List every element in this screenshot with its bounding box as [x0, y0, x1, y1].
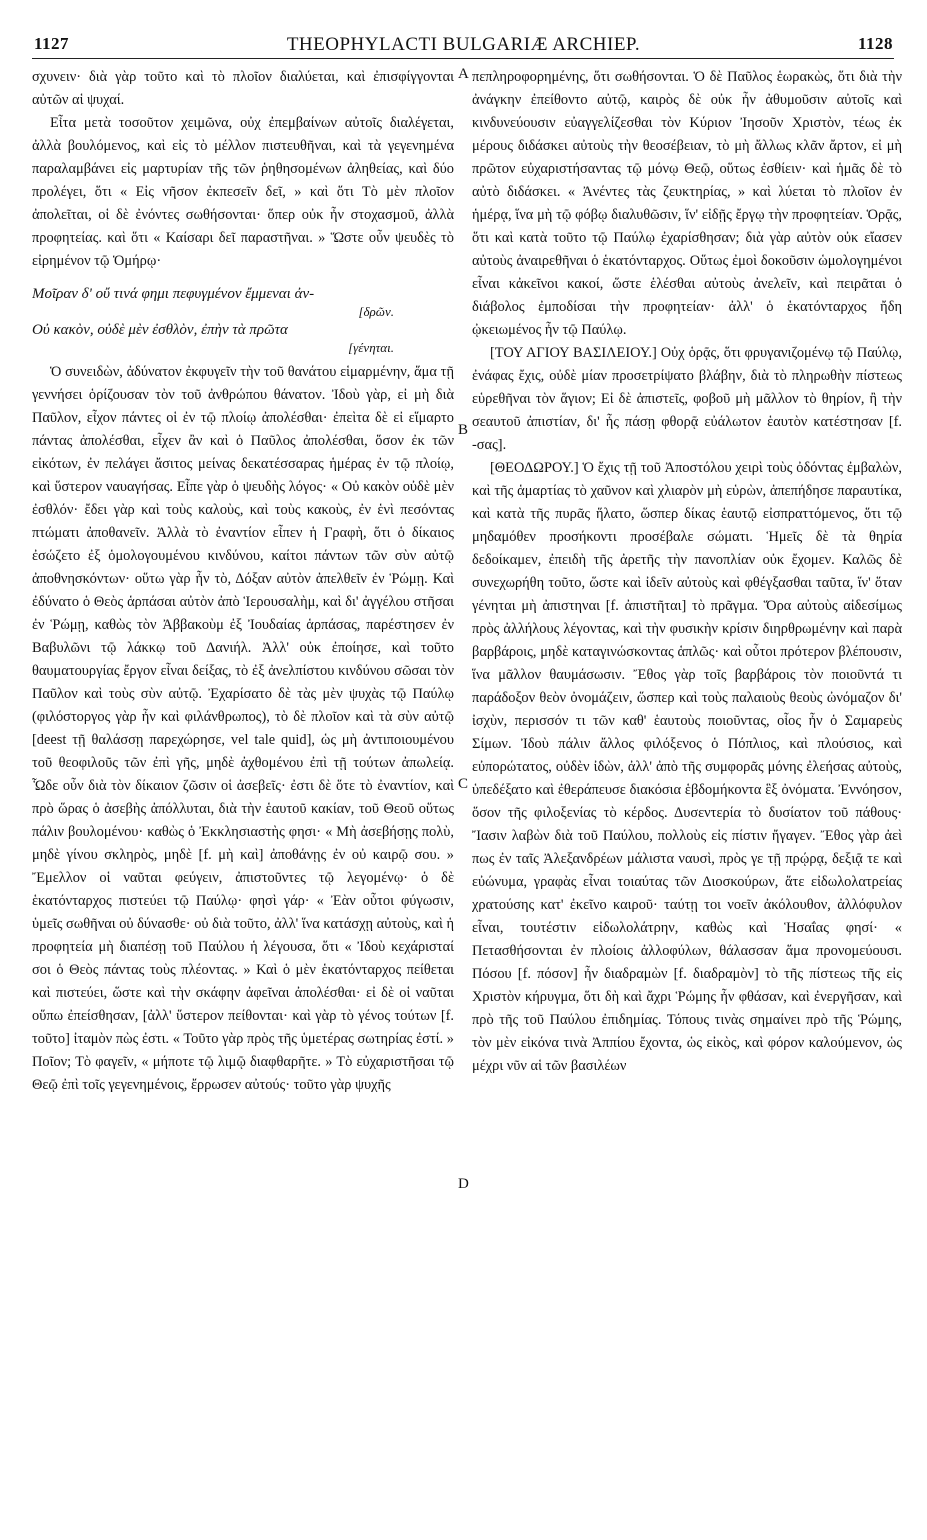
right-column [472, 66, 902, 1516]
margin-mark-a: A [458, 66, 469, 82]
margin-mark-c: C [458, 776, 469, 792]
right-paragraph-1: πεπληροφορημένης, ὅτι σωθήσονται. Ὁ δὲ Παῦλος ἑωρακὼς, ὅτι διὰ τὴν ἀνάγκην ἐπείθοντο αὐτῷ, καιρὸς δὲ οὐκ ἦν ἀθυμοῦσιν αὐτοῖς καὶ κινδυνεύουσιν εὐαγγελίζεσθαι τὸν Κύριον Ἰησοῦν Χριστὸν, τέως ἐκ μέρους διδάσκει αὐτοὺς τὴν θεοσέβειαν, τὸ μὴ ἄλλως κλᾶν ἄρτον, εἰ μὴ πρῶτον εὐχαριστήσαντας τῷ μόνῳ Θεῷ, οὕτως ἐσθίειν· καὶ ἡμᾶς δὲ τὸ αὐτὸ διδάσκει. « Ἀνέντες τὰς ζευκτηρίας, » καὶ λύεται τὸ πλοῖον ἐν ἡμέρᾳ, ἵνα μὴ τῷ φόβῳ διαλυθῶσιν, ἵν' εἰδῇς ἔργῳ τὴν προφητείαν. Ὁρᾷς, ὅτι καὶ κατὰ τοῦτο τῷ Παύλῳ ἐχαρίσθησαν; διὰ γὰρ αὐτὸν οὐκ εἴασεν αὐτοὺς ἀναιρεθῆναι ὁ ἑκατόνταρχος. Οὕτως ἐμοὶ δοκοῦσιν ὡμολογημένοι εἶναι κἀκεῖνοι κακοί, ὥστε ἑλέσθαι αὐτοὺς ἀνελεῖν, καὶ πειρᾶται ὁ διάβολος ἐμποδίσαι τὴν προφητείαν· ἀλλ' ὁ ἑκατόνταρχος ἤδη ᾠκειωμένος ἦν τῷ Παύλῳ. [472, 69, 902, 338]
right-paragraph-2 [472, 342, 902, 457]
section-heading-basil: [ΤΟΥ ΑΓΙΟΥ ΒΑΣΙΛΕΙΟΥ.] [490, 345, 657, 361]
verse-note-1: [δρῶν. [358, 304, 394, 319]
right-paragraph-3 [472, 457, 902, 1078]
section-heading-theodore: [ΘΕΟΔΩΡΟΥ.] [490, 460, 579, 476]
basil-text: Οὐχ ὁρᾷς, ὅτι φρυγανιζομένῳ τῷ Παύλῳ, ἐνάφας ἔχις, οὐδὲ μίαν προσετρίψατο βλάβην, διὰ τὸ πληρωθὴν πίστεως εὑρεθῆναι τὸν ἅγιον; Εἰ δὲ ἀπιστεῖς, φοβοῦ μὴ μᾶλλον τὸ θηρίον, ἢ τὴν σεαυτοῦ ἀπιστίαν, δι' ἧς πάσῃ φθορᾷ εὐάλωτον ἑαυτὸν κατέστησαν [f. -σας]. [472, 345, 902, 453]
margin-mark-b: B [458, 422, 469, 438]
margin-mark-d: D [458, 1176, 469, 1192]
verse-note-2: [γένηται. [348, 340, 394, 355]
page-number-right: 1128 [857, 34, 893, 53]
header-rule [32, 58, 894, 59]
left-paragraph-3: Ὁ συνειδὼν, ἀδύνατον ἐκφυγεῖν τὴν τοῦ θανάτου εἱμαρμένην, ἅμα τῇ γεννήσει ὁρίζουσαν τὸν τοῦ ἀνθρώπου θάνατον. Ἰδοὺ γὰρ, εἰ μὴ διὰ Παῦλον, εἶχον πάντες οἱ ἐν τῷ πλοίῳ ἀπολέσθαι· ἐπεὶτα δὲ εἰ εἵμαρτο πάντας ἀπολέσθαι, εἶχεν ἂν καὶ ὁ Παῦλος ἀπολέσθαι, ὅσον ἐκ τῶν εἰκότων, ἐν πελάγει ἄσιτος μείνας δεκατέσσαρας ἡμέρας ἐν τῷ πλοίῳ, καὶ ὕστερον ναυαγήσας. Εἶπε γὰρ ὁ ψευδὴς λόγος· « Οὐ κακὸν οὐδὲ μὲν ἐσθλόν· ἔδει γὰρ καὶ τοὺς καλοὺς, καὶ τοὺς κακοὺς, ἐν ἑνὶ πεσόντας πτώματι ἀποθανεῖν. Ἀλλὰ τὸ ἐναντίον εἶπεν ἡ Γραφὴ, ὅτι ὁ δίκαιος ἐσώζετο ἐξ ὁμολογουμένου κινδύνου, καίτοι πάντων τῶν σὺν αὐτῷ ἀποθνησκόντων· οὕτω γὰρ ἦν τὸ, Δόξαν αὐτὸν ἀπελθεῖν ἐν Ῥώμῃ. Καὶ ἐδύνατο ὁ Θεὸς ἁρπάσαι αὐτὸν ἀπὸ Ἱερουσαλὴμ, καὶ δι' ἀγγέλου στῆσαι ἐν Ῥώμῃ, καθὼς τὸν Ἀββακοὺμ ἐξ Ἰουδαίας ἁρπάσας, παρέστησεν ἐν Βαβυλῶνι τῷ λάκκῳ τοῦ Δανιήλ. Ἀλλ' οὐκ ἐποίησε, καὶ τοῦτο θαυματουργίας ἔργον εἶναι δείξας, τὸ ἐξ ἀνελπίστου κινδύνου σῶσαι τὸν Παῦλον καὶ τοὺς σὺν αὐτῷ. Ἐχαρίσατο δὲ τὰς μὲν ψυχὰς τῷ Παύλῳ (φιλόστοργος γὰρ ἦν καὶ φιλάνθρωπος), τὸ δὲ πλοῖον καὶ τὰ σὺν αὐτῷ [deest τῇ θαλάσσῃ παρεχώρησε, vel tale quid], ὡς μὴ ἀντιποιουμένου τοῦ θεοφιλοῦς τῶν ἐπὶ γῆς, μηδὲ ἀχθομένου ἐπὶ τῇ τούτων ἀπωλείᾳ. Ὧδε οὖν διὰ τὸν δίκαιον ζῶσιν οἱ ἀσεβεῖς· ἐστι δὲ ὅτε τὸ ἐναντίον, καὶ πρὸ ὥρας ὁ ἀσεβὴς ἀπόλλυται, διὰ τὴν ἑαυτοῦ κακίαν, τοῦ Θεοῦ οὕτως πάλιν βουλομένου· καθὼς ὁ Ἐκκλησιαστὴς φησι· « Μὴ ἀσεβήσῃς πολὺ, μηδὲ γίνου σκληρὸς, μηδὲ [f. μὴ καὶ] ἀποθάνῃς ἐν οὐ καιρῷ σου. » Ἔμελλον οἱ ναῦται φεύγειν, ἀπιστοῦντες τῷ λεγομένῳ· ὁ δὲ ἑκατόνταρχος πιστεύει τῷ Παύλῳ· φησὶ γάρ· « Ἐὰν οὗτοι φύγωσιν, ὑμεῖς σωθῆναι οὐ δύνασθε· οὐ διὰ τοῦτο, ἀλλ' ἵνα κατάσχῃ αὐτοὺς, καὶ ἡ προφητεία μὴ διαπέσῃ τοῦ Παύλου ἡ λέγουσα, ὅτι « Ἰδοὺ κεχάρισταί σοι ὁ Θεὸς πάντας τοὺς πλέοντας. » Καὶ ὁ μὲν ἑκατόνταρχος πείθεται καὶ πιστεύει, ὥστε καὶ τὴν σκάφην ἀφεῖναι ἀπολέσθαι· εἰ δὲ οἱ ναῦται οὕπω ἐπείσθησαν, [ἀλλ' ὕστερον πείθονται· καὶ γὰρ τὸ γένος τούτων [f. τοῦτο] ἰταμὸν πὼς ἐστι. « Τοῦτο γὰρ πρὸς τῆς ὑμετέρας σωτηρίας ἐστί. » Ποῖον; Τὸ φαγεῖν, « μήποτε τῷ λιμῷ διαφθαρῆτε. » Τὸ εὐχαριστῆσαι τῷ Θεῷ ἐπὶ τοῖς γεγενημένοις, ἔρρωσεν αὐτούς· τοῦτο γὰρ ψυχῆς [32, 364, 454, 1093]
page-number-left: 1127 [34, 34, 70, 53]
left-paragraph-1: σχυνειν· διὰ γὰρ τοῦτο καὶ τὸ πλοῖον διαλύεται, καὶ ἐπισφίγγονται αὐτῶν αἱ ψυχαί. [32, 69, 454, 108]
verse-line-2: Οὐ κακὸν, οὐδὲ μὲν ἐσθλὸν, ἐπὴν τὰ πρῶτα [32, 322, 288, 338]
left-paragraph-2: Εἶτα μετὰ τοσοῦτον χειμῶνα, οὐχ ἐπεμβαίνων αὐτοῖς διαλέγεται, ἀλλὰ βουλόμενος, καὶ εἰς τὸ μέλλον πιστευθῆναι, καὶ τὰ γεγενημένα παραλαμβάνει εἰς μαρτυρίαν τῆς τῶν ῥηθησομένων ἀληθείας, καὶ δύο προλέγει, ὅτι « Εἰς νῆσον ἐκπεσεῖν δεῖ, » καὶ ὅτι Τὸ μὲν πλοῖον ἀπολεῖται, οἱ δὲ ἐνόντες σωθήσονται· ὅπερ οὐκ ἦν στοχασμοῦ, ἀλλὰ προφητείας. καὶ ὅτι « Καίσαρι δεῖ παραστῆναι. » Ὥστε οὖν ψευδὲς τὸ εἰρημένον τῷ Ὁμήρῳ· [32, 115, 454, 269]
verse-line-1: Μοῖραν δ' οὔ τινά φημι πεφυγμένον ἔμμεναι ἀν- [32, 286, 315, 302]
running-title: THEOPHYLACTI BULGARIÆ ARCHIEP. [286, 34, 641, 55]
theodore-text: Ὁ ἔχις τῇ τοῦ Ἀποστόλου χειρὶ τοὺς ὀδόντας ἐμβαλὼν, καὶ τῆς ἁμαρτίας τὸ χαῦνον καὶ χλιαρὸν μὴ εὑρὼν, ἀπεπήδησε παραυτίκα, καὶ κατὰ τῆς πυρᾶς ἥλατο, ὥσπερ δίκας ἑαυτῷ εἰσπραττόμενος, ὅτι τῷ μηδαμόθεν προσήκοντι προσέβαλε σώματι. Ἡμεῖς δὲ τὰ θηρία δεδοίκαμεν, ἐπειδὴ τῆς ἀρετῆς τὴν πανοπλίαν οὐκ ἔχομεν. Καλῶς δὲ συνεχωρήθη τοῦτο, ὥστε καὶ ἰδεῖν αὐτοὺς καὶ φθέγξασθαι ταῦτα, ἵν' ὅταν γένηται μὴ ἀπιστηναι [f. ἀπιστῆται] τὸ πρᾶγμα. Ὅρα αὐτοὺς αἰδεσίμως πρὸς ἀλλήλους λέγοντας, καὶ τὴν φυσικὴν κρίσιν διηρθρωμένην καὶ παρὰ βαρβάροις, μηδὲ καταγινώσκοντας ἁπλῶς· καὶ οὗτοι πρότερον βλέπουσιν, ἵνα μᾶλλον θαυμάσωσιν. Ἔθος γὰρ τοῖς βαρβάροις τὸν ποιοῦντά τι παράδοξον θεὸν ὀνομάζειν, ὥσπερ καὶ τοὺς παλαιοὺς θεοὺς ὠνόμαζον δι' ἰσχὺν, περισσόν τι τῶν καθ' ἑαυτοὺς ποιοῦντας, οἷος ἦν ὁ Σαμαρεὺς Σίμων. Ἰδοὺ πάλιν ἄλλος φιλόξενος ὁ Πόπλιος, καὶ πλούσιος, καὶ εὐπορώτατος, οὐδὲν ἰδὼν, ἀλλ' ἀπὸ τῆς συμφορᾶς μόνης ἐλεήσας αὐτοὺς, ὑπεδέξατο καὶ ἐθεράπευσε διακόσια ἑβδομήκοντα ἓξ ὀνόματα. Ἐννόησον, ὅσον τῆς φιλοξενίας τὸ κέρδος. Δυσεντερία τὸ δυσίατον τοῦ πάθους· Ἴασιν λαβὼν διὰ τοῦ Παύλου, πολλοὺς εἰς πίστιν ἤγαγεν. Ἔθος γὰρ ἀεὶ πως ἐν ταῖς Ἀλεξανδρέων μάλιστα ναυσὶ, πρὸς γε τῇ πρῴρᾳ, δεξιᾷ τε καὶ εὐώνυμα, γραφὰς εἶναι τοιαύτας τῶν Διοσκούρων, ἅτε εἰδωλολατρείας χρατούσης κατ' ἐκεῖνο καιροῦ· ταύτῃ τοι νοεῖν ἀκόλουθον, ἀλλόφυλον εἶναι, τουτέστιν εἰδωλολάτρην, καθὼς καὶ Ἡσαΐας φησί· « Πετασθήσονται ἐν πλοίοις ἀλλοφύλων, θάλασσαν ἅμα προνομεύουσι. Πόσου [f. πόσον] ἦν διαδραμὼν [f. διαδραμὸν] τὸ τῆς πίστεως τῆς εἰς Χριστὸν κήρυγμα, ὅτι δὴ καὶ ἄχρι Ῥώμης ἦν φθάσαν, καὶ ἐνεργῆσαν, καὶ πρὸ τῆς τοῦ Παύλου ἐπιδημίας. Τόπους τινὰς σημαίνει πρὸ τῆς Ῥώμης, τὸν μὲν εἰκόνα τινὰ Ἀππίου ἔχοντα, ὡς εἰκὸς, καὶ φόρον καλούμενον, ὡς μέχρι νῦν αἱ τῶν βασιλέων [472, 460, 902, 1074]
left-column [32, 66, 454, 1516]
homer-quote [32, 283, 454, 355]
